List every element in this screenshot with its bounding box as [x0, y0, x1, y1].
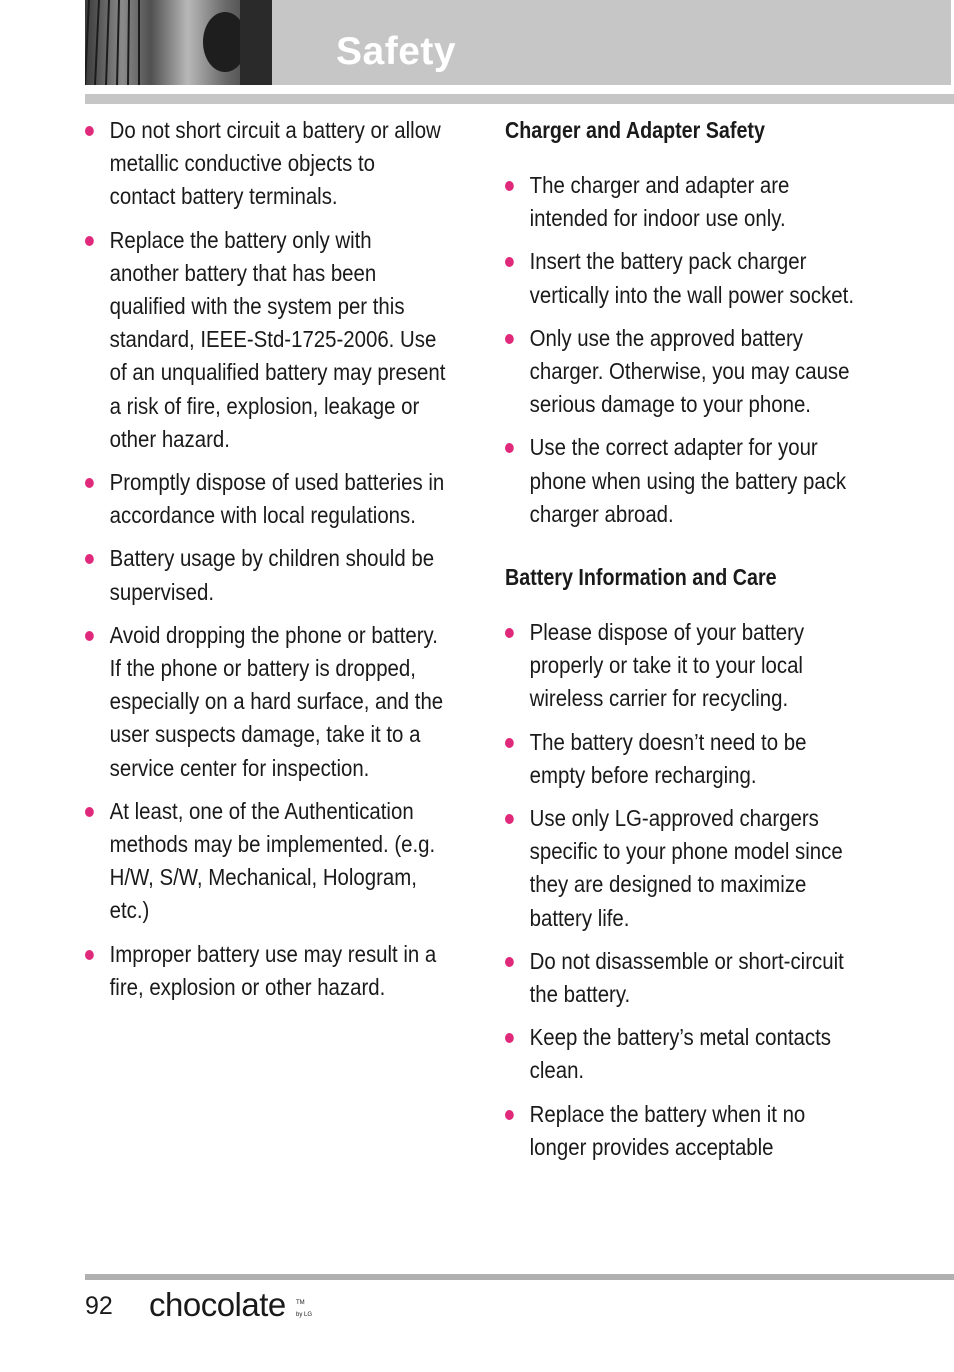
list-item — [85, 938, 446, 1004]
page-number: 92 — [85, 1292, 113, 1320]
bullet-icon — [85, 631, 94, 641]
bullet-icon — [85, 554, 94, 564]
list-item-text: Replace the battery when it no longer provides acceptable — [529, 1100, 806, 1160]
bullet-icon — [85, 126, 94, 136]
list-item-text: Replace the battery only with another battery that has been qualified with the system per this standard, IEEE-Std-1725-2006. Use of an unqualified battery may present a risk of fire, explosion, leakage or other hazard. — [109, 226, 446, 452]
list-item — [505, 245, 866, 311]
right-column — [505, 114, 875, 1164]
list-item — [85, 542, 446, 608]
logo-trademark: TM — [296, 1300, 305, 1306]
logo-by-lg: by LG — [296, 1312, 313, 1318]
list-item-text: Avoid dropping the phone or battery. If the phone or battery is dropped, especially on a hard surface, and the user suspects damage, take it to a service center for inspection. — [109, 621, 444, 781]
list-item — [505, 945, 866, 1011]
bullet-icon — [85, 478, 94, 488]
bullet-icon — [505, 334, 514, 344]
header-photo-art — [85, 0, 272, 85]
chocolate-logo-art — [149, 1284, 319, 1328]
list-item — [85, 619, 446, 785]
list-item — [505, 1021, 866, 1087]
page-header — [85, 0, 951, 85]
header-photo — [85, 0, 272, 85]
list-item-text: Please dispose of your battery properly or take it to your local wireless carrier for recycling. — [529, 619, 805, 712]
section-heading-battery: Battery Information and Care — [505, 564, 777, 591]
list-item-text: The battery doesn’t need to be empty before recharging. — [529, 728, 807, 788]
list-item-text: Keep the battery’s metal contacts clean. — [529, 1024, 831, 1084]
list-item-text: Use only LG-approved chargers specific to your phone model since they are designed to maximize battery life. — [529, 805, 843, 931]
page-title: Safety — [336, 30, 457, 73]
list-item — [505, 616, 866, 716]
bullet-icon — [505, 257, 514, 267]
list-item — [505, 322, 866, 422]
list-item — [85, 795, 446, 928]
section-heading-charger: Charger and Adapter Safety — [505, 117, 765, 143]
bullet-icon — [505, 814, 514, 824]
bullet-icon — [85, 807, 94, 817]
list-item — [505, 1098, 866, 1164]
list-item-text: Only use the approved battery charger. Otherwise, you may cause serious damage to your phone. — [529, 324, 850, 418]
footer-divider — [85, 1274, 954, 1280]
list-item-text: Insert the battery pack charger vertically into the wall power socket. — [529, 248, 854, 308]
chocolate-logo — [149, 1284, 319, 1333]
list-item-text: Battery usage by children should be supervised. — [109, 545, 435, 605]
list-item-text: Improper battery use may result in a fire, explosion or other hazard. — [109, 940, 437, 1000]
list-item — [505, 431, 866, 531]
logo-wordmark: chocolate — [149, 1286, 286, 1323]
list-item-text: Do not disassemble or short-circuit the battery. — [529, 947, 844, 1008]
list-item — [505, 802, 866, 935]
bullet-icon — [505, 957, 514, 967]
list-item — [85, 466, 446, 532]
bullet-icon — [85, 236, 94, 246]
list-item — [505, 726, 866, 792]
list-item — [85, 114, 446, 214]
list-item — [505, 169, 866, 235]
header-divider — [85, 94, 954, 104]
list-item-text: Promptly dispose of used batteries in accordance with local regulations. — [109, 469, 445, 529]
bullet-icon — [505, 443, 514, 453]
bullet-icon — [505, 1033, 514, 1043]
list-item — [85, 224, 446, 456]
list-item-text: Do not short circuit a battery or allow metallic conductive objects to contact battery terminals. — [109, 117, 441, 210]
left-column — [85, 114, 455, 1004]
bullet-icon — [505, 181, 514, 191]
bullet-icon — [505, 628, 514, 638]
bullet-icon — [505, 1110, 514, 1120]
list-item-text: At least, one of the Authentication methods may be implemented. (e.g. H/W, S/W, Mechanical, Hologram, etc.) — [109, 797, 436, 924]
bullet-icon — [505, 738, 514, 748]
list-item-text: The charger and adapter are intended for indoor use only. — [529, 172, 790, 232]
list-item-text: Use the correct adapter for your phone when using the battery pack charger abroad. — [529, 434, 847, 527]
bullet-icon — [85, 950, 94, 960]
